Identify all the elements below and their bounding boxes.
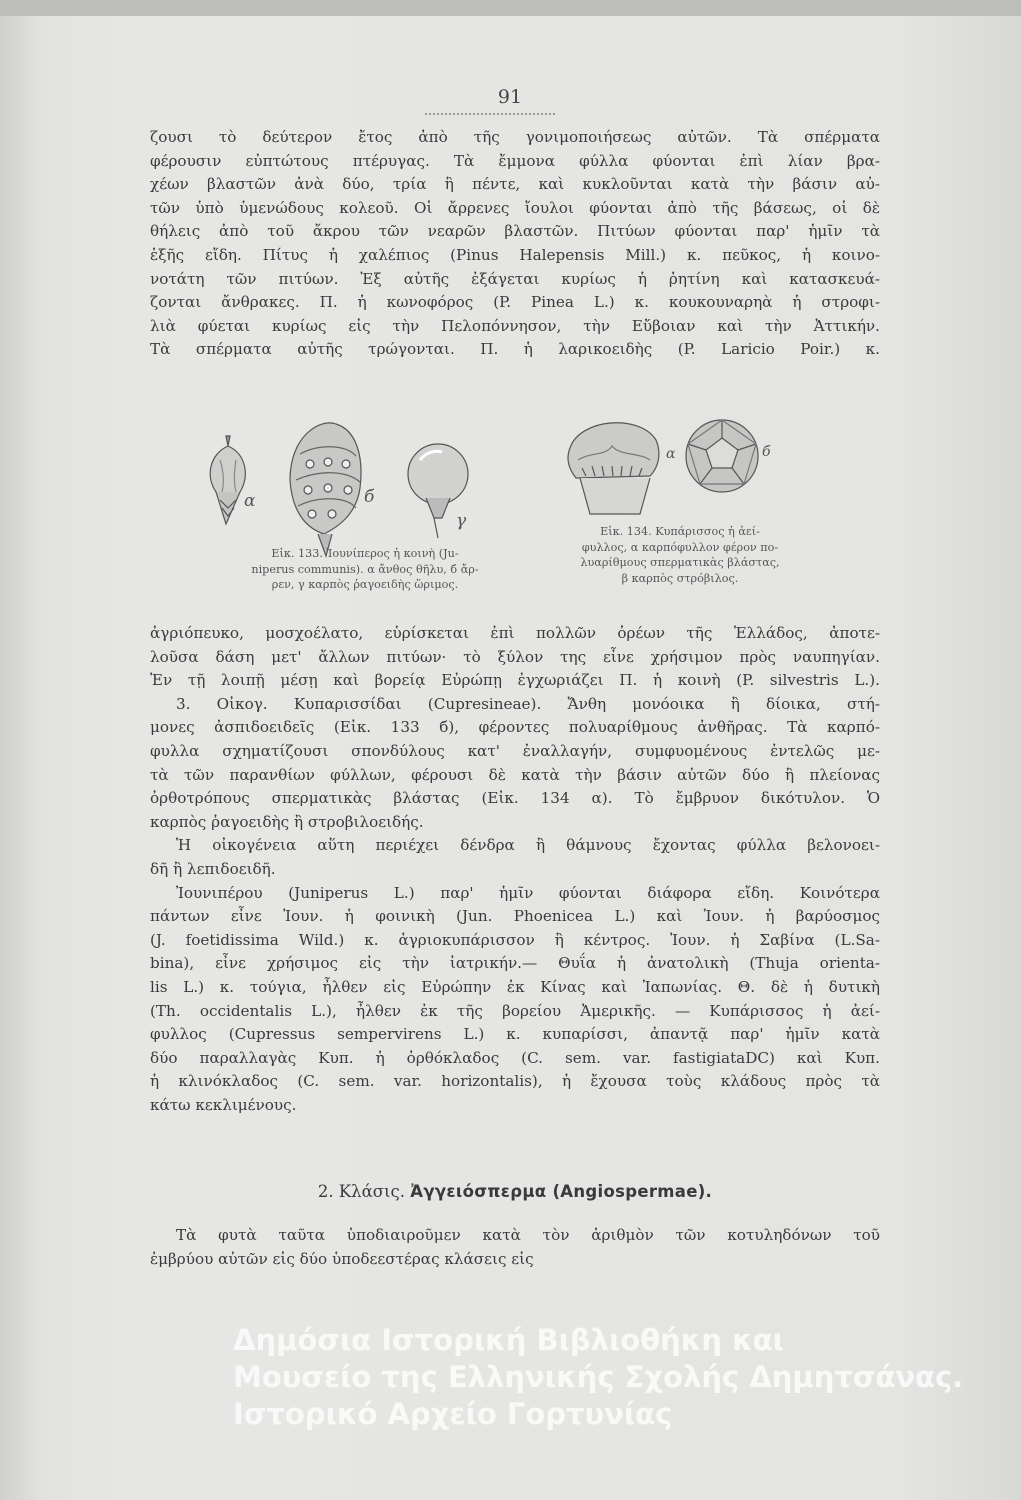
text-line: κάτω κεκλιμένους. <box>150 1095 297 1114</box>
text-line: πάντων εἶνε Ἰουν. ἡ φοινικὴ (Jun. Phoenicea L.) καὶ Ἰουν. ἡ βαρύοσμος <box>150 907 880 926</box>
caption-line: β καρπὸς στρόβιλος. <box>621 571 739 585</box>
text-block-middle <box>150 622 880 1117</box>
text-line: Ἰουνιπέρου (Juniperus L.) παρ' ἡμῖν φύονται διάφορα εἴδη. Κοινότερα <box>176 883 880 902</box>
text-line: μονες ἀσπιδοειδεῖς (Εἰκ. 133 б), φέροντες πολυαρίθμους ἀνθῆρας. Τὰ καρπό- <box>150 718 880 737</box>
figure-134-caption <box>530 524 830 586</box>
text-line: Τὰ φυτὰ ταῦτα ὑποδιαιροῦμεν κατὰ τὸν ἀριθμὸν τῶν κοτυληδόνων τοῦ <box>176 1226 880 1244</box>
text-line: χέων βλαστῶν ἀνὰ δύο, τρία ἢ πέντε, καὶ κυκλοῦνται κατὰ τὴν βάσιν αὐ- <box>150 175 880 194</box>
text-line: τὰ τῶν παρανθίων φύλλων, φέρουσι δὲ κατὰ τὴν βάσιν αὐτῶν δύο ἢ πλείονας <box>150 765 880 784</box>
fig133-label-g: γ <box>456 511 467 531</box>
caption-line: Εἰκ. 134. Κυπάρισσος ἡ ἀεί- <box>600 525 760 538</box>
fig133-label-a: α <box>244 491 256 511</box>
page-number-rule <box>425 113 555 117</box>
text-line: ὀρθοτρόπους σπερματικὰς βλάστας (Εἰκ. 134 α). Τὸ ἔμβρυον δικότυλον. Ὁ <box>150 789 880 808</box>
caption-line: Εἰκ. 133. Ἰουνίπερος ἡ κοινὴ (Ju- <box>271 547 459 560</box>
text-line: δύο παραλλαγὰς Κυπ. ἡ ὀρθόκλαδος (C. sem. var. fastigiataDC) καὶ Κυπ. <box>150 1048 880 1067</box>
text-line: καρπὸς ῥαγοειδὴς ἢ στροβιλοειδής. <box>150 812 424 831</box>
text-line: Ἡ οἰκογένεια αὕτη περιέχει δένδρα ἢ θάμνους ἔχοντας φύλλα βελονοει- <box>176 836 880 855</box>
watermark-line: Δημόσια Ιστορική Βιβλιοθήκη και <box>233 1323 784 1357</box>
text-block-bottom <box>150 1224 880 1271</box>
fig134-label-a: α <box>666 446 676 462</box>
juniper-male-flower-illustration <box>290 423 361 556</box>
text-line: lis L.) κ. τούγια, ἦλθεν εἰς Εὐρώπην ἐκ Κίνας καὶ Ἰαπωνίας. Θ. δὲ ἡ δυτικὴ <box>150 977 880 996</box>
cypress-cone-illustration <box>686 420 758 492</box>
section-heading-prefix: 2. Κλάσις. <box>317 1182 405 1201</box>
text-line: (J. foetidissima Wild.) κ. ἀγριοκυπάρισσον ἢ κέντρος. Ἰουν. ἡ Σαβίνα (L.Sa- <box>150 930 880 949</box>
text-line: bina), εἶνε χρήσιμος εἰς τὴν ἰατρικήν.— Θυΐα ἡ ἀνατολικὴ (Thuja orienta- <box>150 954 880 973</box>
figure-133-caption <box>205 546 525 593</box>
text-line: 3. Οἰκογ. Κυπαρισσίδαι (Cupresineae). Ἄνθη μονόοικα ἢ δίοικα, στή- <box>176 694 880 713</box>
text-line: δῆ ἢ λεπιδοειδῆ. <box>150 859 276 878</box>
watermark-line: Μουσείο της Ελληνικής Σχολής Δημητσάνας. <box>233 1360 964 1394</box>
text-line: ζονται ἄνθρακες. Π. ἡ κωνοφόρος (P. Pinea L.) κ. κουκουναρηὰ ἡ στροφι- <box>150 293 880 312</box>
caption-line: niperus communis). α ἄνθος θῆλυ, б ἄρ- <box>251 562 479 576</box>
text-line: τῶν ὑπὸ ὑμενώδους κολεοῦ. Οἱ ἄρρενες ἴουλοι φύονται ἀπὸ τῆς βάσεως, οἱ δὲ <box>150 198 880 217</box>
text-line: ζουσι τὸ δεύτερον ἔτος ἀπὸ τῆς γονιμοποιήσεως αὐτῶν. Τὰ σπέρματα <box>150 128 880 146</box>
watermark-line: Ιστορικό Αρχείο Γορτυνίας <box>233 1397 673 1431</box>
text-line: ἀγριόπευκο, μοσχοέλατο, εὑρίσκεται ἐπὶ πολλῶν ὀρέων τῆς Ἑλλάδος, ἀποτε- <box>150 624 880 642</box>
cypress-carpel-illustration <box>568 423 659 514</box>
text-line: ἐμβρύου αὐτῶν εἰς δύο ὑποδεεστέρας κλάσεις εἰς <box>150 1249 534 1268</box>
text-line: λιὰ φύεται κυρίως εἰς τὴν Πελοπόννησον, τὴν Εὔβοιαν καὶ τὴν Ἀττικήν. <box>150 316 880 335</box>
text-line: λοῦσα δάση μετ' ἄλλων πιτύων· τὸ ξύλον της εἶνε χρήσιμον πρὸς ναυπηγίαν. <box>150 647 880 666</box>
text-line: θήλεις ἀπὸ τοῦ ἄκρου τῶν νεαρῶν βλαστῶν. Πιτύων φύονται παρ' ἡμῖν τὰ <box>150 222 880 241</box>
text-line: φυλλα σχηματίζουσι σπονδύλους κατ' ἐναλλαγήν, συμφυομένους ἐντελῶς με- <box>150 741 880 760</box>
fig133-label-b: б <box>364 487 375 507</box>
caption-line: λυαρίθμους σπερματικὰς βλάστας, <box>580 556 780 569</box>
scan-top-edge <box>0 0 1021 16</box>
page-number: 91 <box>497 86 523 108</box>
library-watermark <box>233 1322 993 1433</box>
section-heading-title: Ἀγγειόσπερμα (Angiospermae). <box>410 1182 713 1201</box>
text-line: φέρουσιν εὐπτώτους πτέρυγας. Τὰ ἔμμονα φύλλα φύονται ἐπὶ λίαν βρα- <box>150 151 880 170</box>
section-heading <box>150 1182 880 1201</box>
text-line: φυλλος (Cupressus sempervirens L.) κ. κυπαρίσσι, ἀπαντᾷ παρ' ἡμῖν κατὰ <box>150 1025 880 1044</box>
figure-area <box>150 396 880 606</box>
text-line: νοτάτη τῶν πιτύων. Ἐξ αὐτῆς ἐξάγεται κυρίως ἡ ῥητίνη καὶ κατασκευά- <box>150 269 880 288</box>
text-block-top <box>150 126 880 362</box>
text-line: ἑξῆς εἴδη. Πίτυς ἡ χαλέπιος (Pinus Halepensis Mill.) κ. πεῦκος, ἡ κοινο- <box>150 245 880 264</box>
juniper-female-flower-illustration <box>210 436 245 524</box>
text-line: ἡ κλινόκλαδος (C. sem. var. horizontalis), ἡ ἔχουσα τοὺς κλάδους πρὸς τὰ <box>150 1072 880 1091</box>
caption-line: φυλλος, α καρπόφυλλον φέρον πο- <box>581 540 779 554</box>
caption-line: ρεν, γ καρπὸς ῥαγοειδὴς ὥριμος. <box>271 578 459 591</box>
text-line: Ἐν τῇ λοιπῇ μέσῃ καὶ βορείᾳ Εὐρώπῃ ἐγχωριάζει Π. ἡ κοινὴ (P. silvestris L.). <box>150 671 880 690</box>
text-line: Τὰ σπέρματα αὐτῆς τρώγονται. Π. ἡ λαρικοειδὴς (P. Laricio Poir.) κ. <box>150 340 880 359</box>
fig134-label-b: б <box>762 444 771 460</box>
text-line: (Th. occidentalis L.), ἦλθεν ἐκ τῆς βορείου Ἀμερικῆς. — Κυπάρισσος ἡ ἀεί- <box>150 1001 880 1020</box>
